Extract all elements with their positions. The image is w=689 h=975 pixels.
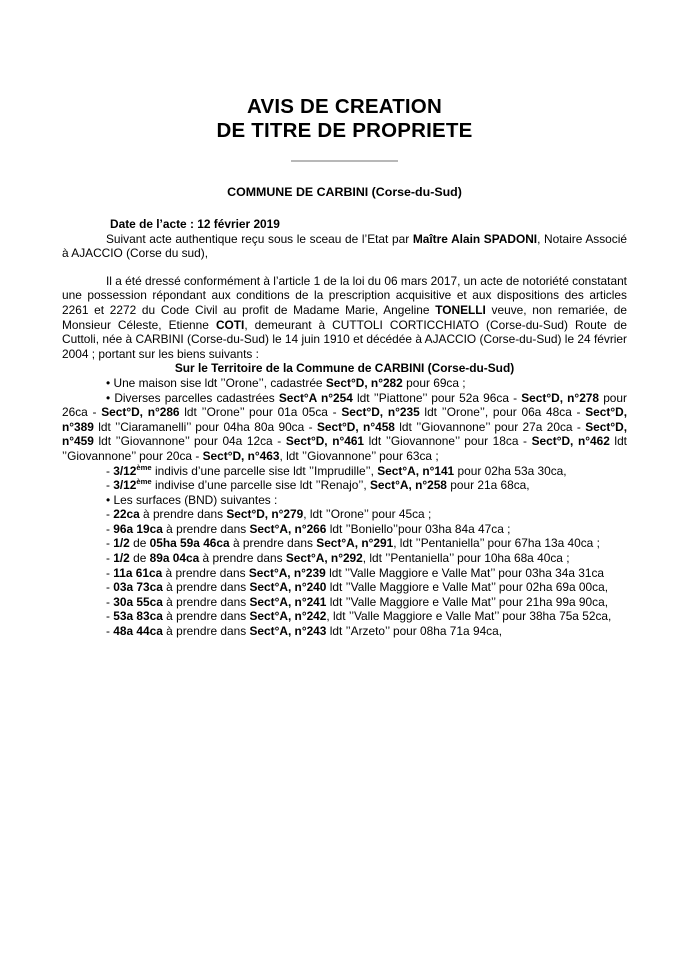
item-indivis-imprudille [62, 464, 627, 479]
parcel-ref-389: Sect°D, n°389 [62, 405, 627, 434]
commune-heading: COMMUNE DE CARBINI (Corse-du-Sud) [227, 185, 462, 199]
acte-date-value: 12 février 2019 [197, 217, 280, 231]
parcelles-text-2: ldt ’’Piattone’’ pour 52a 96ca - [352, 390, 522, 405]
bnd-text-de: de [129, 536, 150, 551]
preamble-paragraph [62, 274, 627, 362]
beneficiary-name-tonelli: TONELLI [435, 302, 486, 317]
bnd-surface-value: 48a 44ca [113, 624, 163, 639]
acte-date-label: Date de l’acte : [110, 217, 194, 231]
parcel-ref-240: Sect°A, n°240 [249, 580, 327, 595]
bnd-item [62, 551, 627, 566]
bnd-fraction-value: 1/2 [113, 551, 130, 566]
bnd-surface-value: 05ha 59a 46ca [149, 536, 230, 551]
bnd-text-2: ldt ’’Valle Maggiore e Valle Mat’’ pour 02ha 69a 00ca, [326, 580, 609, 595]
dash-marker: - [106, 463, 114, 478]
dash-marker: - [106, 521, 114, 536]
title-divider [291, 160, 398, 162]
parcel-ref-278: Sect°D, n°278 [521, 390, 600, 405]
bnd-text-de: de [129, 551, 150, 566]
parcel-ref-242: Sect°A, n°242 [249, 609, 327, 624]
bnd-item [62, 566, 627, 581]
bnd-surface-value: 89a 04ca [149, 551, 200, 566]
notaire-name: Maître Alain SPADONI [412, 231, 538, 246]
parcel-ref-292: Sect°A, n°292 [285, 551, 363, 566]
notaire-text-suffix: , Notaire Associé à AJACCIO (Corse du sud), [62, 231, 627, 261]
page-title-line-1: AVIS DE CREATION [247, 95, 442, 118]
bullet-marker: • [106, 375, 111, 390]
bnd-text-1: à prendre dans [199, 551, 286, 566]
parcel-ref-141: Sect°A, n°141 [377, 463, 455, 478]
preamble-segment-3: , demeurant à CUTTOLI CORTICCHIATO (Corse-du-Sud) Route de Cuttoli, née à CARBINI (Corse-du-Sud) le 14 juin 1910 et décédée à AJACCIO (Corse-du-Sud) le 24 février 2004 ; portant sur les biens suivants : [62, 317, 628, 361]
bnd-surface-value: 30a 55ca [113, 594, 163, 609]
bullet-maison-parcel-ref: Sect°D, n°282 [325, 375, 403, 390]
bnd-heading-text: Les surfaces (BND) suivantes : [110, 492, 278, 507]
parcelles-text-10: ldt ’’Giovannone’’ pour 20ca - [62, 434, 627, 463]
bullet-marker: • [106, 492, 111, 507]
bnd-item [62, 595, 627, 610]
bnd-surface-value: 03a 73ca [113, 580, 163, 595]
bnd-text-2: ldt ’’Valle Maggiore e Valle Mat’’ pour 21ha 99a 90ca, [326, 594, 609, 609]
bnd-item [62, 536, 627, 551]
renajo-text-1: indivise d’une parcelle sise ldt ’’Renajo’’, [151, 478, 370, 493]
dash-marker: - [106, 565, 114, 580]
imprudille-text-1: indivis d’une parcelle sise ldt ’’Imprudille’’, [151, 463, 378, 478]
bnd-text-2: , ldt ’’Valle Maggiore e Valle Mat’’ pour 38ha 75a 52ca, [326, 609, 612, 624]
preamble-segment-1: Il a été dressé conformément à l’article 1 de la loi du 06 mars 2017, un acte de notoriété constatant une possession répondant aux conditions de la prescription acquisitive et aux dispositions des articles 2261 et 2272 du Code Civil au profit de Madame Marie, Angeline [62, 273, 627, 317]
dash-marker: - [106, 478, 114, 493]
bnd-item [62, 624, 627, 639]
bnd-section-heading [62, 493, 627, 508]
bnd-text-2: , ldt ’’Pentaniella’’ pour 10ha 68a 40ca ; [362, 551, 570, 566]
parcel-ref-241: Sect°A, n°241 [249, 594, 327, 609]
imprudille-text-2: pour 02ha 53a 30ca, [454, 463, 567, 478]
acte-date-line [62, 217, 627, 232]
parcelles-text-3: pour 26ca - [62, 390, 627, 420]
bnd-surface-value: 53a 83ca [113, 609, 163, 624]
bullet-maison-text-1: Une maison sise ldt ’’Orone’’, cadastrée [110, 375, 326, 390]
bnd-item [62, 507, 627, 522]
parcelles-text-4: ldt ’’Orone’’ pour 01a 05ca - [179, 405, 342, 420]
bnd-text-1: à prendre dans [162, 580, 250, 595]
parcel-ref-291: Sect°A, n°291 [316, 536, 394, 551]
page-title-line-2: DE TITRE DE PROPRIETE [216, 119, 473, 142]
parcel-ref-243: Sect°A, n°243 [249, 624, 327, 639]
bnd-text-2: ldt ’’Boniello’’pour 03ha 84a 47ca ; [326, 521, 511, 536]
fraction-ordinal-suffix: ème [136, 462, 152, 472]
dash-marker: - [106, 580, 114, 595]
bnd-text-2: , ldt ’’Orone’’ pour 45ca ; [303, 507, 432, 522]
parcel-ref-266: Sect°A, n°266 [249, 521, 327, 536]
bnd-surface-value: 11a 61ca [113, 565, 163, 580]
parcelles-text-5: ldt ’’Orone’’, pour 06a 48ca - [419, 405, 586, 420]
notaire-text-prefix: Suivant acte authentique reçu sous le sceau de l’Etat par [106, 231, 413, 246]
parcel-ref-258: Sect°A, n°258 [370, 478, 447, 493]
fraction-ordinal-suffix: ème [136, 477, 152, 487]
dash-marker: - [106, 624, 114, 639]
renajo-text-2: pour 21a 68ca, [446, 478, 530, 493]
territoire-heading: Sur le Territoire de la Commune de CARBINI (Corse-du-Sud) [174, 361, 515, 376]
dash-marker: - [106, 507, 114, 522]
parcelles-text-8: ldt ’’Giovannone’’ pour 04a 12ca - [93, 434, 286, 449]
parcel-ref-279: Sect°D, n°279 [226, 507, 304, 522]
parcel-ref-459: Sect°D, n°459 [62, 419, 627, 449]
beneficiary-name-coti: COTI [215, 317, 245, 332]
dash-marker: - [106, 594, 114, 609]
bnd-text-1: à prendre dans [162, 609, 250, 624]
bnd-text-1: à prendre dans [162, 565, 249, 580]
bnd-surface-value: 96a 19ca [113, 521, 163, 536]
dash-marker: - [106, 551, 114, 566]
parcel-ref-239: Sect°A, n°239 [248, 565, 326, 580]
page-title [62, 95, 627, 143]
parcelles-text-7: ldt ’’Giovannone’’ pour 27a 20ca - [394, 419, 586, 434]
parcel-ref-463: Sect°D, n°463 [202, 448, 280, 463]
parcel-ref-462: Sect°D, n°462 [531, 434, 610, 449]
bullet-maison [62, 376, 627, 391]
bullet-maison-text-2: pour 69ca ; [402, 375, 466, 390]
parcelles-text-6: ldt ’’Ciaramanelli’’ pour 04ha 80a 90ca - [93, 419, 317, 434]
parcel-ref-458: Sect°D, n°458 [316, 419, 395, 434]
bnd-text-1: à prendre dans [162, 594, 250, 609]
fraction-value: 3/12 [113, 478, 137, 493]
dash-marker: - [106, 536, 114, 551]
parcelles-text-9: ldt ’’Giovannone’’ pour 18ca - [364, 434, 532, 449]
parcel-ref-461: Sect°D, n°461 [285, 434, 365, 449]
fraction-value: 3/12 [113, 463, 137, 478]
bnd-item [62, 609, 627, 624]
notaire-paragraph [62, 232, 627, 261]
parcel-ref-235: Sect°D, n°235 [341, 405, 420, 420]
bnd-text-1: à prendre dans [139, 507, 227, 522]
bnd-text-2: , ldt ’’Pentaniella’’ pour 67ha 13a 40ca ; [393, 536, 600, 551]
parcelles-text-1: Diverses parcelles cadastrées [110, 390, 279, 405]
preamble-segment-2: veuve, non remariée, de Monsieur Céleste, Etienne [62, 302, 627, 332]
bnd-item [62, 522, 627, 537]
bnd-surface-value: 22ca [113, 507, 140, 522]
bullet-parcelles [62, 391, 627, 464]
item-indivise-renajo [62, 478, 627, 493]
bnd-text-1: à prendre dans [162, 521, 250, 536]
dash-marker: - [106, 609, 114, 624]
bnd-fraction-value: 1/2 [113, 536, 130, 551]
bnd-text-1: à prendre dans [229, 536, 317, 551]
bullet-marker: • [106, 390, 111, 405]
bnd-text-1: à prendre dans [162, 624, 250, 639]
parcel-ref-254: Sect°A n°254 [278, 390, 353, 405]
parcel-ref-286: Sect°D, n°286 [101, 405, 180, 420]
bnd-text-2: ldt ’’Valle Maggiore e Valle Mat’’ pour 03ha 34a 31ca [325, 565, 605, 580]
bnd-text-2: ldt ’’Arzeto’’ pour 08ha 71a 94ca, [326, 624, 503, 639]
bnd-item [62, 580, 627, 595]
parcelles-text-11: , ldt ’’Giovannone’’ pour 63ca ; [279, 448, 439, 463]
